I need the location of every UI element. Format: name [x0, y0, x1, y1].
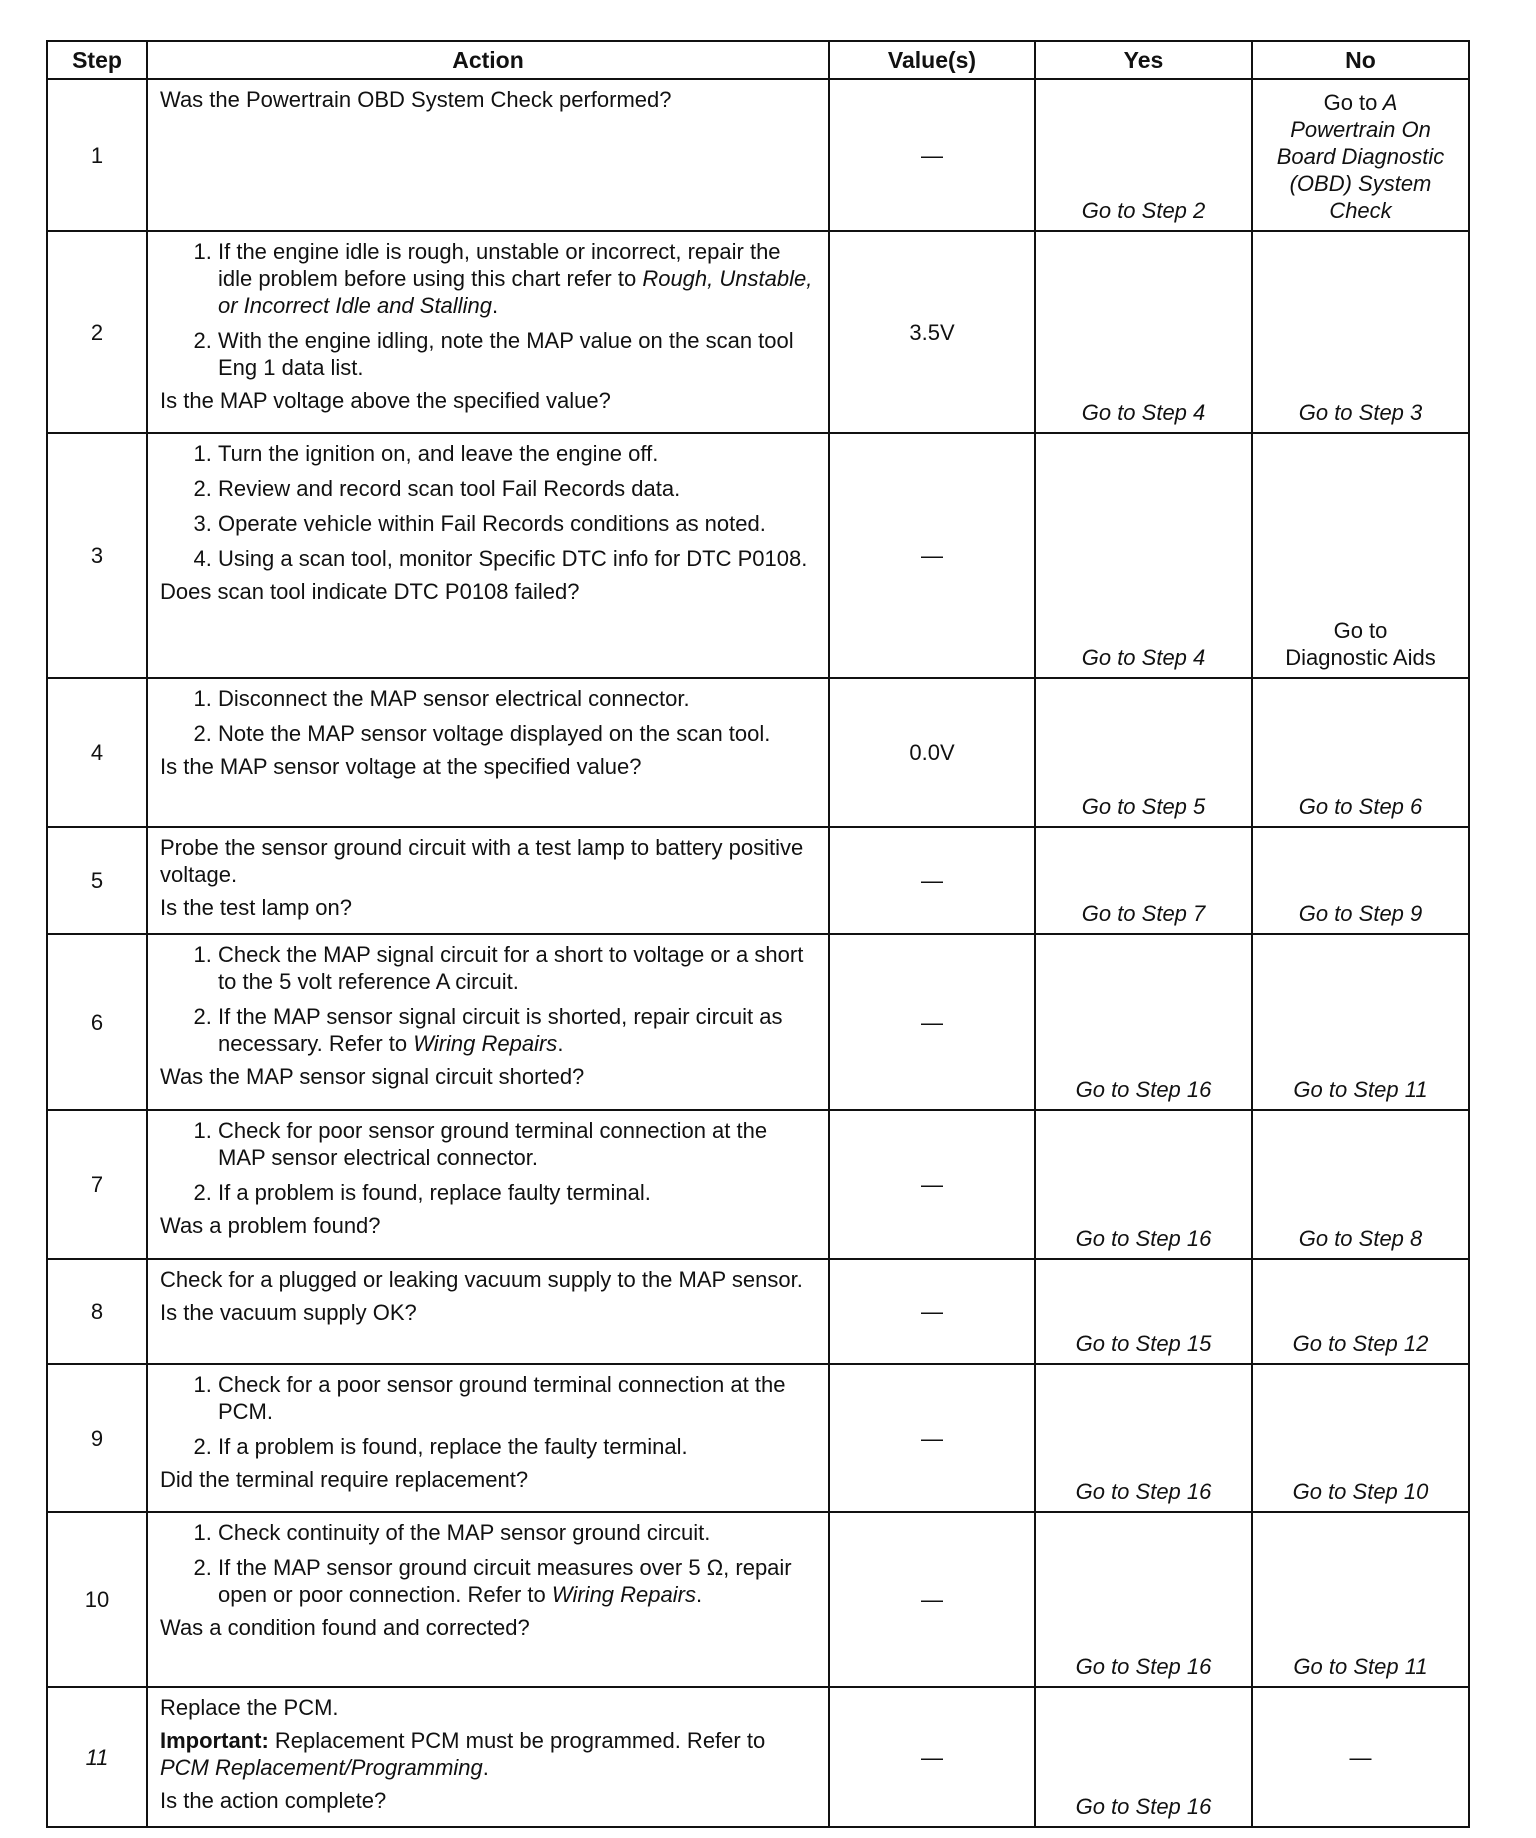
important-label: Important: [160, 1728, 269, 1753]
header-yes: Yes [1035, 41, 1252, 79]
step-number: 10 [47, 1512, 147, 1687]
step-number: 1 [47, 79, 147, 231]
action-cell [147, 827, 829, 934]
value-cell: — [829, 79, 1035, 231]
action-cell [147, 79, 829, 231]
action-item-reference: Rough, Unstable, or Incorrect Idle and Stalling [218, 266, 813, 318]
action-cell [147, 1259, 829, 1364]
no-cell [1252, 79, 1469, 231]
table-row [47, 1687, 1469, 1827]
action-item [218, 327, 818, 381]
yes-cell: Go to Step 4 [1035, 433, 1252, 678]
action-list [160, 1117, 818, 1206]
action-question: Was a problem found? [160, 1213, 381, 1238]
action-item: 2. If a problem is found, replace faulty terminal. [218, 1179, 818, 1206]
header-values: Value(s) [829, 41, 1035, 79]
important-tail: . [482, 1755, 489, 1780]
step-number: 5 [47, 827, 147, 934]
value-cell: — [829, 1687, 1035, 1827]
no-line: Go to [1323, 90, 1378, 115]
action-item-tail: . [695, 1582, 703, 1607]
action-item: 1. Check for a poor sensor ground terminal connection at the PCM. [218, 1371, 818, 1425]
value-cell: 3.5V [829, 231, 1035, 433]
yes-cell: Go to Step 7 [1035, 827, 1252, 934]
action-item-tail: . [491, 293, 499, 318]
action-item-text: If the MAP sensor ground circuit measures over 5 Ω, repair open or poor connection. Refer to [218, 1555, 792, 1607]
table-row [47, 231, 1469, 433]
action-item-reference: Wiring Repairs [551, 1582, 696, 1607]
yes-cell: Go to Step 16 [1035, 1110, 1252, 1259]
action-item: 1. Check continuity of the MAP sensor ground circuit. [218, 1519, 818, 1546]
important-reference: PCM Replacement/Programming [160, 1755, 483, 1780]
action-question: Did the terminal require replacement? [160, 1467, 529, 1492]
action-question: Is the action complete? [160, 1788, 387, 1813]
action-cell [147, 1110, 829, 1259]
action-list [160, 685, 818, 747]
action-item-text: If the engine idle is rough, unstable or incorrect, repair the idle problem before using this chart refer to [218, 239, 781, 291]
step-number: 7 [47, 1110, 147, 1259]
table-row [47, 1259, 1469, 1364]
table-row [47, 1512, 1469, 1687]
action-question: Is the MAP sensor voltage at the specified value? [160, 754, 642, 779]
action-item: 1. Check the MAP signal circuit for a short to voltage or a short to the 5 volt reference A circuit. [218, 941, 818, 995]
action-item [218, 1003, 818, 1057]
yes-cell: Go to Step 16 [1035, 1687, 1252, 1827]
action-cell [147, 678, 829, 827]
yes-cell: Go to Step 16 [1035, 934, 1252, 1110]
value-cell: — [829, 827, 1035, 934]
no-cell: Go to Step 12 [1252, 1259, 1469, 1364]
yes-cell: Go to Step 2 [1035, 79, 1252, 231]
action-question: Is the MAP voltage above the specified value? [160, 388, 611, 413]
step-number: 9 [47, 1364, 147, 1512]
step-number: 6 [47, 934, 147, 1110]
action-text: Replace the PCM. [160, 1695, 339, 1720]
action-item-tail: . [557, 1031, 564, 1056]
action-question: Is the test lamp on? [160, 895, 352, 920]
table-row [47, 1364, 1469, 1512]
action-cell [147, 433, 829, 678]
no-line: A [1382, 90, 1398, 115]
no-cell: Go to Step 3 [1252, 231, 1469, 433]
no-cell: Go to Step 11 [1252, 934, 1469, 1110]
action-question: Does scan tool indicate DTC P0108 failed? [160, 579, 580, 604]
no-cell: Go to Step 9 [1252, 827, 1469, 934]
diagnostic-table [46, 40, 1470, 1828]
value-cell: — [829, 1364, 1035, 1512]
step-number: 4 [47, 678, 147, 827]
action-item [218, 1554, 818, 1608]
action-list [160, 440, 818, 572]
action-item: 2. Note the MAP sensor voltage displayed on the scan tool. [218, 720, 818, 747]
no-cell: Go to Step 10 [1252, 1364, 1469, 1512]
table-row [47, 79, 1469, 231]
action-list [160, 1519, 818, 1608]
action-item: 1. Disconnect the MAP sensor electrical connector. [218, 685, 818, 712]
no-line: Diagnostic Aids [1285, 645, 1436, 670]
no-cell: — [1252, 1687, 1469, 1827]
action-text: Was the Powertrain OBD System Check performed? [160, 87, 672, 112]
yes-cell: Go to Step 16 [1035, 1512, 1252, 1687]
step-number: 2 [47, 231, 147, 433]
table-row [47, 827, 1469, 934]
header-step: Step [47, 41, 147, 79]
action-item [218, 238, 818, 319]
action-item: 1. Check for poor sensor ground terminal connection at the MAP sensor electrical connector. [218, 1117, 818, 1171]
action-list [160, 941, 818, 1057]
no-line: Check [1329, 198, 1392, 223]
table-row [47, 678, 1469, 827]
action-cell [147, 1512, 829, 1687]
yes-cell: Go to Step 4 [1035, 231, 1252, 433]
action-cell [147, 1687, 829, 1827]
action-item: 3. Operate vehicle within Fail Records conditions as noted. [218, 510, 818, 537]
table-row [47, 934, 1469, 1110]
header-action: Action [147, 41, 829, 79]
no-cell: Go to Step 6 [1252, 678, 1469, 827]
action-question: Was the MAP sensor signal circuit shorted? [160, 1064, 585, 1089]
value-cell: — [829, 1512, 1035, 1687]
no-cell: Go to Step 11 [1252, 1512, 1469, 1687]
action-cell [147, 934, 829, 1110]
action-item: 2. If a problem is found, replace the faulty terminal. [218, 1433, 818, 1460]
yes-cell: Go to Step 5 [1035, 678, 1252, 827]
step-number: 3 [47, 433, 147, 678]
value-cell: — [829, 1110, 1035, 1259]
important-text: Replacement PCM must be programmed. Refer to [268, 1728, 766, 1753]
value-cell: 0.0V [829, 678, 1035, 827]
value-cell: — [829, 1259, 1035, 1364]
header-no: No [1252, 41, 1469, 79]
action-item: 2. Review and record scan tool Fail Records data. [218, 475, 818, 502]
no-cell: Go to Step 8 [1252, 1110, 1469, 1259]
header-row [47, 41, 1469, 79]
action-question: Was a condition found and corrected? [160, 1615, 530, 1640]
action-text: Check for a plugged or leaking vacuum supply to the MAP sensor. [160, 1267, 803, 1292]
action-list [160, 1371, 818, 1460]
action-list [160, 238, 818, 381]
yes-cell: Go to Step 15 [1035, 1259, 1252, 1364]
value-cell: — [829, 433, 1035, 678]
value-cell: — [829, 934, 1035, 1110]
step-number: 8 [47, 1259, 147, 1364]
no-line: Board Diagnostic [1276, 144, 1445, 169]
action-item: 4. Using a scan tool, monitor Specific DTC info for DTC P0108. [218, 545, 818, 572]
table-row [47, 433, 1469, 678]
no-line: Go to [1333, 618, 1388, 643]
important-note [160, 1727, 818, 1781]
action-cell [147, 231, 829, 433]
no-line: Powertrain On [1290, 117, 1431, 142]
action-cell [147, 1364, 829, 1512]
no-line: (OBD) System [1289, 171, 1432, 196]
step-number: 11 [47, 1687, 147, 1827]
no-cell [1252, 433, 1469, 678]
action-item: 1. Turn the ignition on, and leave the engine off. [218, 440, 818, 467]
table-row [47, 1110, 1469, 1259]
action-text: Probe the sensor ground circuit with a test lamp to battery positive voltage. [160, 835, 804, 887]
action-item-reference: Wiring Repairs [413, 1031, 558, 1056]
action-item-text: If the MAP sensor signal circuit is shorted, repair circuit as necessary. Refer to [218, 1004, 783, 1056]
yes-cell: Go to Step 16 [1035, 1364, 1252, 1512]
action-item-text: With the engine idling, note the MAP value on the scan tool Eng 1 data list. [218, 328, 794, 380]
action-question: Is the vacuum supply OK? [160, 1300, 417, 1325]
